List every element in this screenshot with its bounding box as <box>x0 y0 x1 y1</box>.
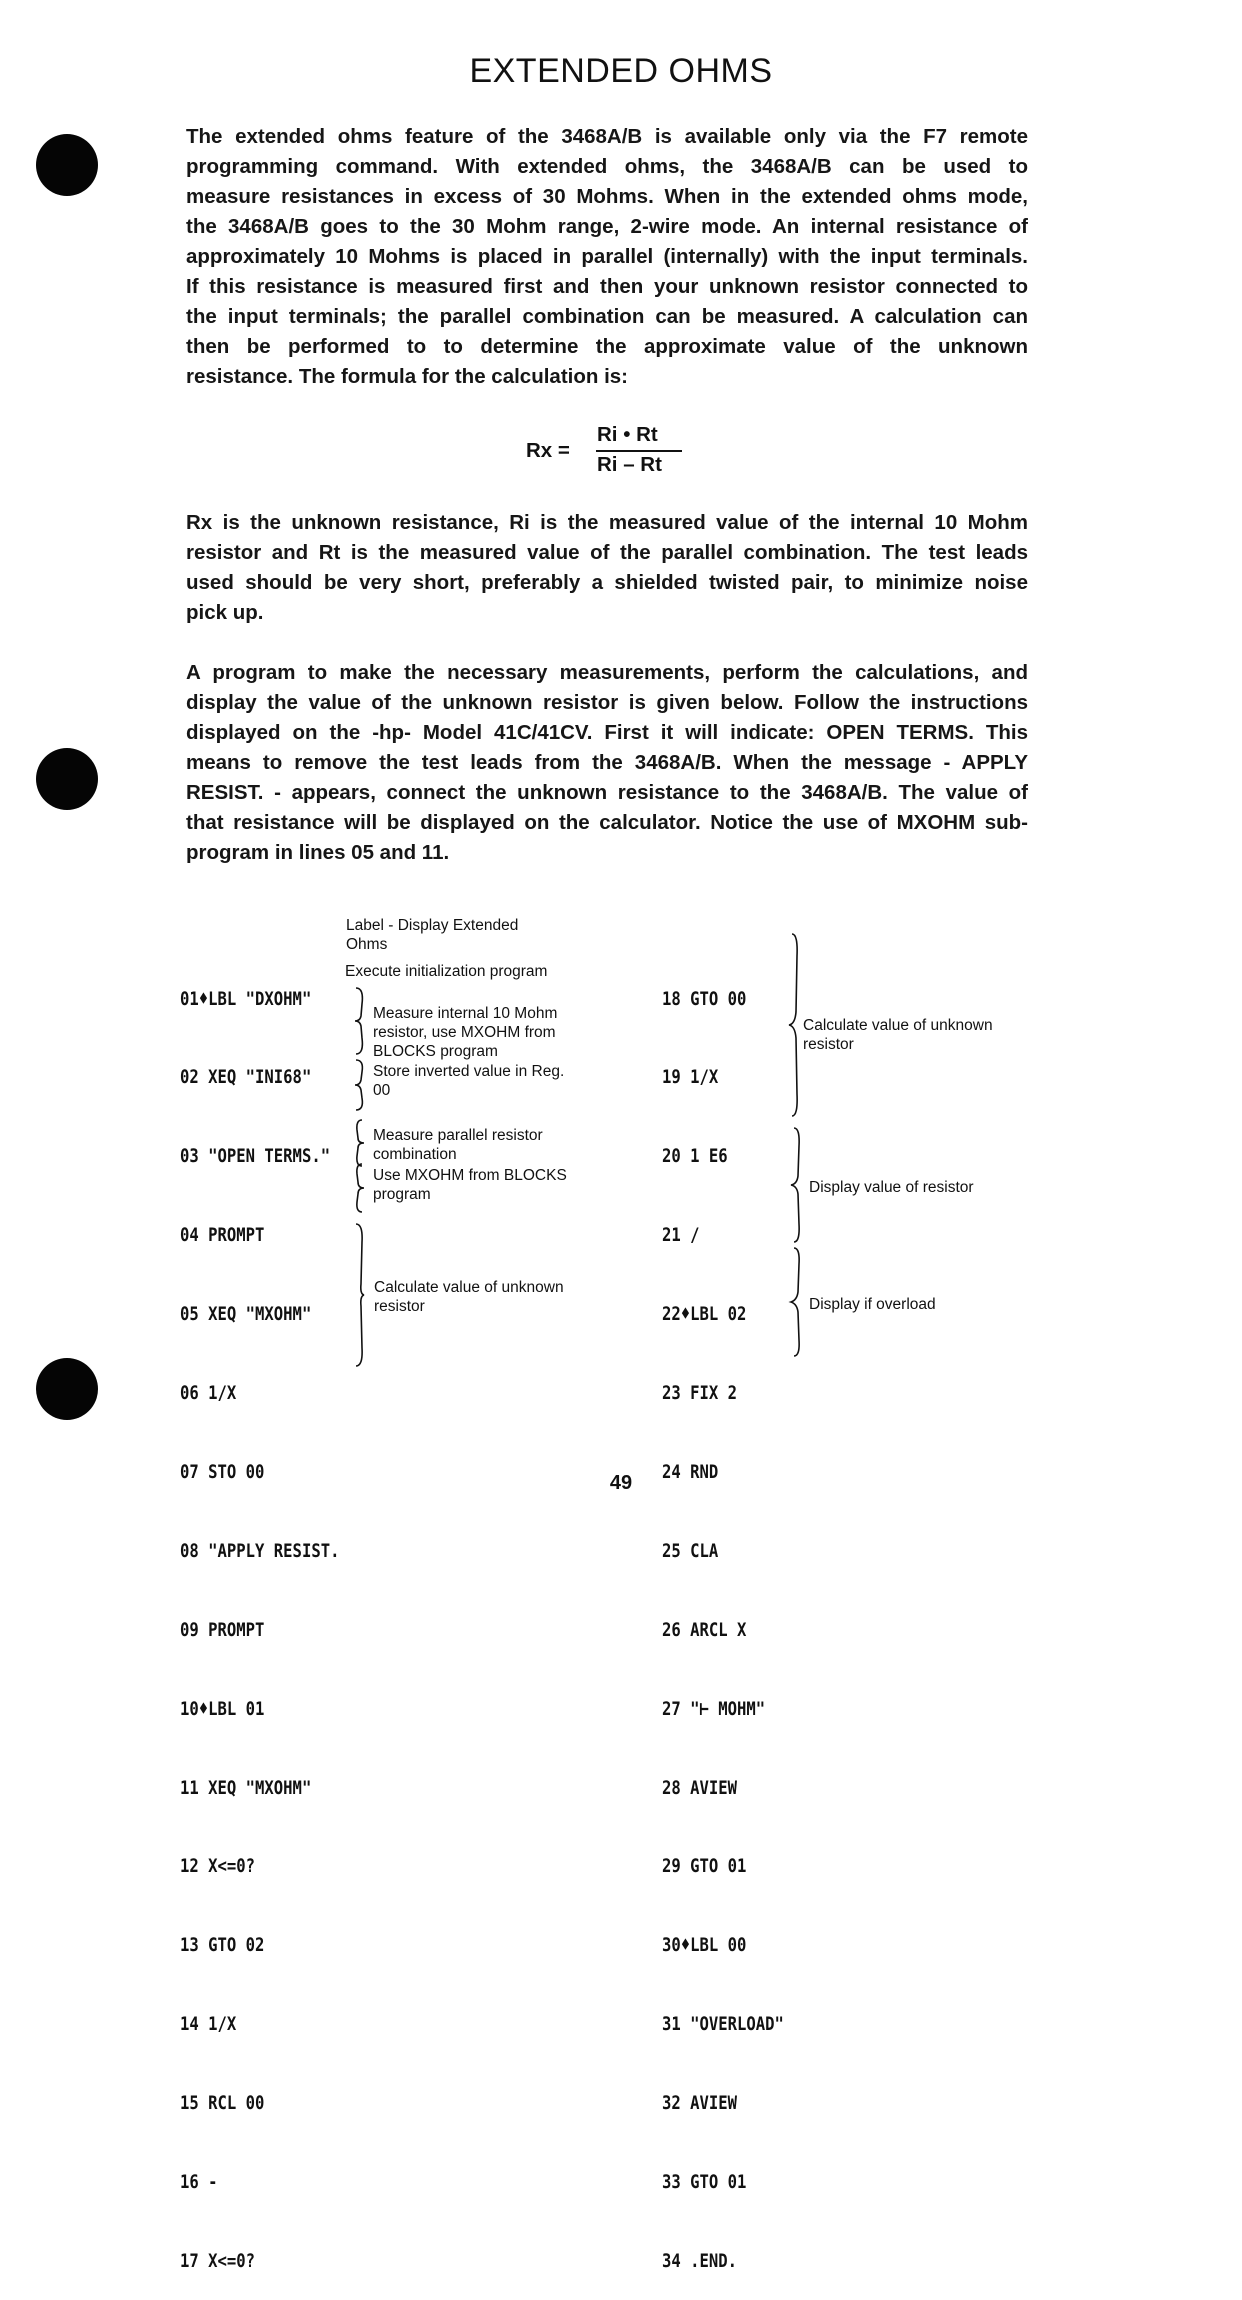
formula-denominator: Ri – Rt <box>597 453 662 476</box>
program-line: 17 X<=0? <box>180 2249 256 2272</box>
program-listing-right <box>662 933 784 2300</box>
program-line: 13 GTO 02 <box>180 1934 265 1957</box>
text-line: means to remove the test leads from the 3468A/B. When the message - APPLY <box>186 751 1028 774</box>
text-line: then be performed to to determine the approximate value of the unknown <box>186 335 1028 358</box>
note-display-overload: Display if overload <box>809 1296 936 1313</box>
program-line: 33 GTO 01 <box>662 2170 747 2193</box>
program-line: 12 X<=0? <box>180 1855 256 1878</box>
text-line: A program to make the necessary measurements, perform the calculations, and <box>186 661 1028 684</box>
brace-calc-unknown-right <box>786 932 802 1118</box>
page-number: 49 <box>609 1472 633 1494</box>
fraction-bar <box>596 450 682 452</box>
program-line: 16 - <box>180 2170 218 2193</box>
program-line: 22♦LBL 02 <box>662 1303 747 1326</box>
note-line: Calculate value of unknown <box>374 1279 564 1296</box>
note-line: Measure internal 10 Mohm <box>373 1005 558 1022</box>
definitions-paragraph <box>186 508 1028 628</box>
program-line: 05 XEQ "MXOHM" <box>180 1303 312 1326</box>
program-line: 32 AVIEW <box>662 2092 738 2115</box>
note-line: program <box>373 1186 431 1203</box>
note-line: Ohms <box>346 936 388 953</box>
program-line: 29 GTO 01 <box>662 1855 747 1878</box>
note-use-mxohm <box>373 1166 567 1204</box>
page-title: EXTENDED OHMS <box>469 52 773 90</box>
text-line: approximately 10 Mohms is placed in parallel (internally) with the input terminals. <box>186 245 1028 268</box>
program-line: 26 ARCL X <box>662 1618 747 1641</box>
note-measure-internal <box>373 1004 557 1061</box>
program-line: 03 "OPEN TERMS." <box>180 1145 331 1168</box>
program-line: 28 AVIEW <box>662 1776 738 1799</box>
program-line: 06 1/X <box>180 1382 237 1405</box>
program-intro-paragraph <box>186 658 1028 868</box>
text-line: the 3468A/B goes to the 30 Mohm range, 2-wire mode. An internal resistance of <box>186 215 1028 238</box>
binder-hole-top <box>36 134 98 196</box>
program-line: 23 FIX 2 <box>662 1382 738 1405</box>
text-line: If this resistance is measured first and then your unknown resistor connected to <box>186 275 1028 298</box>
text-line: resistance. The formula for the calculation is: <box>186 365 629 388</box>
note-line: resistor <box>803 1036 854 1053</box>
program-line: 21 / <box>662 1224 700 1247</box>
text-line: Rx is the unknown resistance, Ri is the measured value of the internal 10 Mohm <box>186 511 1028 534</box>
formula-lhs: Rx = <box>526 439 570 462</box>
note-line: Use MXOHM from BLOCKS <box>373 1167 567 1184</box>
brace-display-value <box>788 1126 804 1244</box>
program-line: 04 PROMPT <box>180 1224 265 1247</box>
note-calc-unknown-left <box>374 1278 564 1316</box>
note-line: resistor, use MXOHM from <box>373 1024 556 1041</box>
text-line: that resistance will be displayed on the calculator. Notice the use of MXOHM sub- <box>186 811 1028 834</box>
brace-measure-internal <box>352 986 368 1056</box>
program-line: 15 RCL 00 <box>180 2092 265 2115</box>
program-line: 01♦LBL "DXOHM" <box>180 987 312 1010</box>
text-line: used should be very short, preferably a shielded twisted pair, to minimize noise <box>186 571 1028 594</box>
text-line: the input terminals; the parallel combination can be measured. A calculation can <box>186 305 1028 328</box>
program-line: 19 1/X <box>662 1066 719 1089</box>
brace-store-inverted <box>352 1058 368 1112</box>
program-line: 08 "APPLY RESIST. <box>180 1539 340 1562</box>
program-line: 11 XEQ "MXOHM" <box>180 1776 312 1799</box>
program-line: 34 .END. <box>662 2249 738 2272</box>
note-measure-parallel <box>373 1126 543 1164</box>
note-exec-init: Execute initialization program <box>345 963 548 980</box>
program-line: 10♦LBL 01 <box>180 1697 265 1720</box>
text-line: displayed on the -hp- Model 41C/41CV. First it will indicate: OPEN TERMS. This <box>186 721 1028 744</box>
note-display-value: Display value of resistor <box>809 1179 974 1196</box>
brace-display-overload <box>788 1246 804 1358</box>
text-line: pick up. <box>186 601 264 624</box>
program-line: 20 1 E6 <box>662 1145 728 1168</box>
note-line: BLOCKS program <box>373 1043 498 1060</box>
note-line: Measure parallel resistor <box>373 1127 543 1144</box>
program-line: 24 RND <box>662 1460 719 1483</box>
intro-paragraph <box>186 122 1028 392</box>
binder-hole-middle <box>36 748 98 810</box>
note-line: Store inverted value in Reg. <box>373 1063 565 1080</box>
note-store-inverted <box>373 1062 564 1100</box>
program-line: 30♦LBL 00 <box>662 1934 747 1957</box>
binder-hole-bottom <box>36 1358 98 1420</box>
program-line: 31 "OVERLOAD" <box>662 2013 784 2036</box>
text-line: programming command. With extended ohms, the 3468A/B can be used to <box>186 155 1028 178</box>
formula-numerator: Ri • Rt <box>597 423 658 446</box>
program-line: 07 STO 00 <box>180 1460 265 1483</box>
note-calc-unknown-right <box>803 1016 993 1054</box>
note-line: combination <box>373 1146 457 1163</box>
program-line: 14 1/X <box>180 2013 237 2036</box>
text-line: measure resistances in excess of 30 Mohms. When in the extended ohms mode, <box>186 185 1028 208</box>
brace-calc-unknown-left <box>352 1222 368 1368</box>
text-line: display the value of the unknown resistor is given below. Follow the instructions <box>186 691 1028 714</box>
note-line: resistor <box>374 1298 425 1315</box>
program-line: 02 XEQ "INI68" <box>180 1066 312 1089</box>
text-line: RESIST. - appears, connect the unknown resistance to the 3468A/B. The value of <box>186 781 1028 804</box>
brace-measure-parallel <box>352 1118 368 1168</box>
program-line: 09 PROMPT <box>180 1618 265 1641</box>
note-line: Label - Display Extended <box>346 917 519 934</box>
program-line: 27 "⊢ MOHM" <box>662 1697 766 1720</box>
program-line: 18 GTO 00 <box>662 987 747 1010</box>
brace-use-mxohm <box>352 1162 368 1214</box>
note-label-display <box>346 916 518 954</box>
text-line: resistor and Rt is the measured value of the parallel combination. The test leads <box>186 541 1028 564</box>
note-line: Calculate value of unknown <box>803 1017 993 1034</box>
note-line: 00 <box>373 1082 391 1099</box>
program-listing-left <box>180 933 339 2300</box>
program-line: 25 CLA <box>662 1539 719 1562</box>
text-line: The extended ohms feature of the 3468A/B is available only via the F7 remote <box>186 125 1028 148</box>
text-line: program in lines 05 and 11. <box>186 841 450 864</box>
